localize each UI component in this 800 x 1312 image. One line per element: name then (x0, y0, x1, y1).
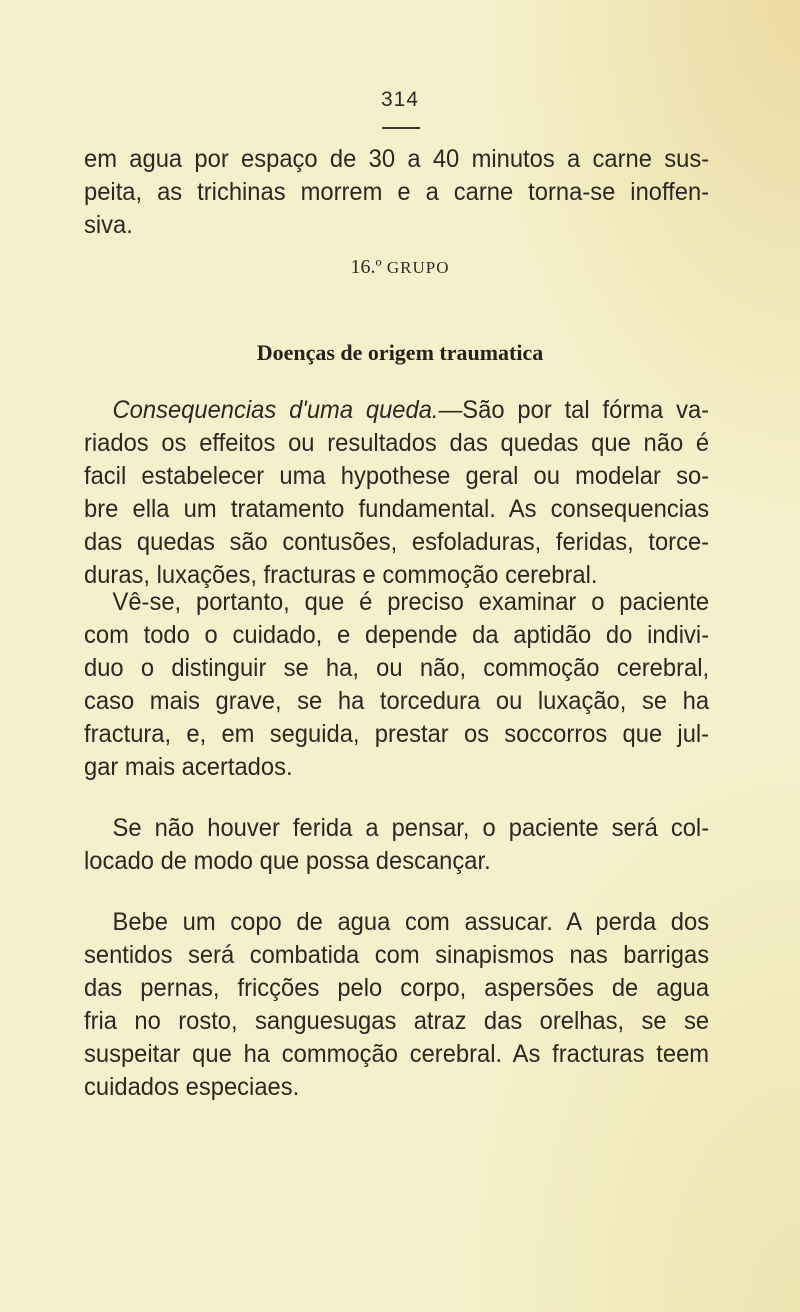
text-line: siva. (84, 211, 133, 239)
text-line: suspeitar que ha commoção cerebral. As fracturas teem (84, 1040, 710, 1068)
text-line: Bebe um copo de agua com assucar. A perda dos (112, 908, 710, 936)
text-line: peita, as trichinas morrem e a carne torna-se inoffen- (84, 178, 710, 206)
text-line: das pernas, fricções pelo corpo, aspersões de agua (84, 974, 710, 1002)
text-line: locado de modo que possa descançar. (84, 847, 491, 875)
group-number: 16.º (350, 256, 382, 278)
lead-italic: Consequencias d'uma queda. (112, 396, 439, 424)
text-line: em agua por espaço de 30 a 40 minutos a carne sus- (84, 145, 710, 173)
text-line: duo o distinguir se ha, ou não, commoção cerebral, (84, 654, 710, 682)
text-line: facil estabelecer uma hypothese geral ou modelar so- (84, 462, 710, 490)
text-line: bre ella um tratamento fundamental. As consequencias (84, 495, 710, 523)
text-line: gar mais acertados. (84, 753, 293, 781)
text-line: duras, luxações, fracturas e commoção cerebral. (84, 561, 598, 589)
text-line: cuidados especiaes. (84, 1073, 300, 1101)
section-title: Doenças de origem traumatica (256, 340, 544, 365)
lead-rest: —São por tal fórma va- (438, 396, 710, 424)
group-heading (0, 256, 800, 279)
text-line: com todo o cuidado, e depende da aptidão do indivi- (84, 621, 710, 649)
page-number-underline (382, 127, 420, 129)
text-line: Vê-se, portanto, que é preciso examinar o paciente (112, 588, 710, 616)
paragraph-falls (84, 394, 709, 592)
page-number: 314 (380, 88, 420, 111)
text-line: riados os effeitos ou resultados das quedas que não é (84, 429, 710, 457)
text-line: Se não houver ferida a pensar, o paciente será col- (112, 814, 710, 842)
text-line: sentidos será combatida com sinapismos nas barrigas (84, 941, 710, 969)
paragraph-no-wound (84, 812, 709, 878)
text-line: fria no rosto, sanguesugas atraz das orelhas, se se (84, 1007, 710, 1035)
paragraph-treatment (84, 906, 709, 1104)
paragraph-continuation (84, 143, 709, 242)
text-line: caso mais grave, se ha torcedura ou luxação, se ha (84, 687, 710, 715)
text-line (84, 394, 709, 427)
text-line: fractura, e, em seguida, prestar os soccorros que jul- (84, 720, 710, 748)
group-word: GRUPO (386, 258, 450, 277)
paragraph-examination (84, 586, 709, 784)
text-line: das quedas são contusões, esfoladuras, feridas, torce- (84, 528, 710, 556)
